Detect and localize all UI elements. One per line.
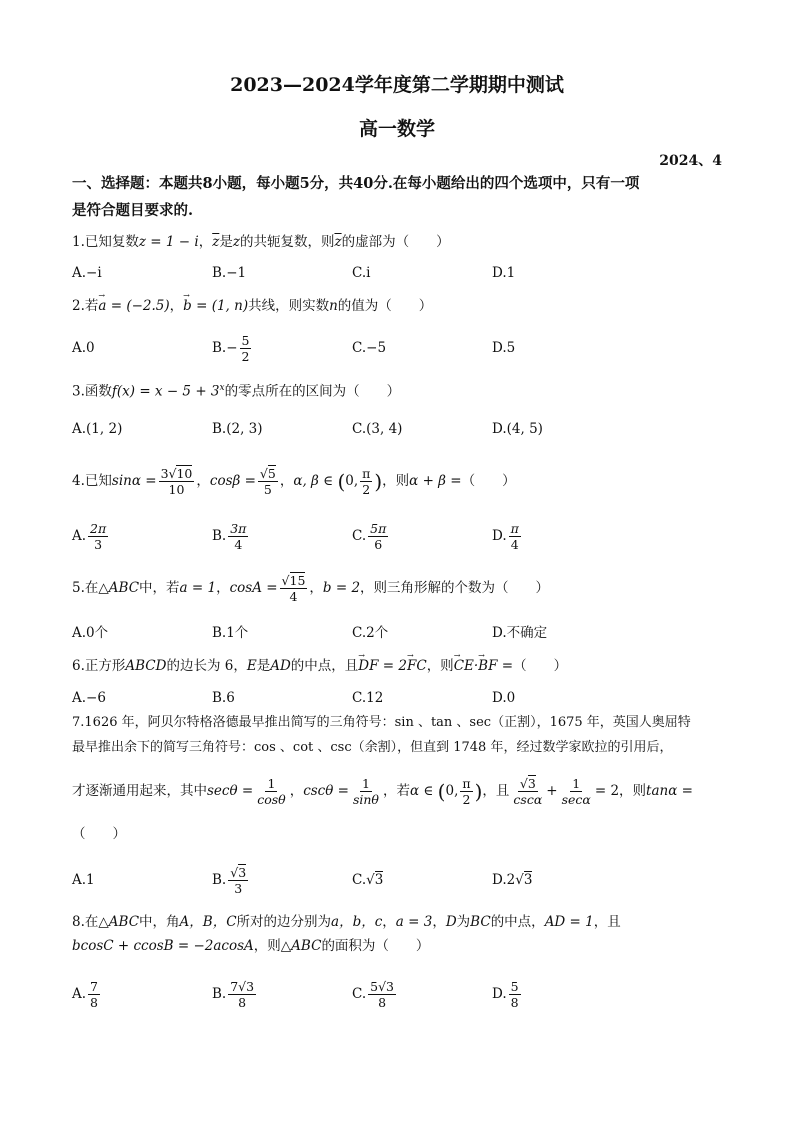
option-b[interactable]: B.− $\frac{5}{2}$ — [212, 332, 250, 364]
option-d[interactable]: D.0 — [492, 690, 516, 706]
question-3-options — [72, 410, 732, 448]
option-b[interactable]: B.−1 — [212, 265, 247, 281]
option-c[interactable]: C. $\frac{5√3}{8}$ — [352, 978, 395, 1010]
option-b[interactable]: B. $\frac{3\pi}{4}$ — [212, 520, 247, 552]
option-c[interactable]: C.−5 — [352, 340, 387, 356]
section-heading: 一、选择题：本题共8小题，每小题5分，共40分.在每小题给出的四个选项中，只有一项 是符合题目要求的. — [72, 175, 640, 219]
option-b[interactable]: B.(2, 3) — [212, 421, 263, 437]
question-7-line-1: 7.1626 年，阿贝尔特格洛德最早推出简写的三角符号：sin 、tan 、sec（正割），1675 年，英国人奥屈特 — [72, 715, 691, 730]
option-a[interactable]: A.−i — [72, 265, 102, 281]
option-c[interactable]: C. √3 — [352, 872, 384, 888]
exam-date: 2024、4 — [659, 153, 722, 169]
question-7-line-2: 最早推出余下的简写三角符号：cos 、cot 、csc（余割），但直到 1748 年，经过数学家欧拉的引用后， — [72, 740, 673, 755]
option-a[interactable]: A.−6 — [72, 690, 106, 706]
option-d[interactable]: D.不确定 — [492, 625, 548, 641]
option-d[interactable]: D.1 — [492, 265, 516, 281]
question-8-line-2: bcosC + ccosB = −2acosA，则△ABC的面积为（ ） — [72, 938, 430, 954]
option-d[interactable]: D. $\frac{5}{8}$ — [492, 978, 519, 1010]
option-d[interactable]: D. $\frac{\pi}{4}$ — [492, 520, 519, 552]
option-d[interactable]: D.2 √3 — [492, 872, 533, 888]
option-a[interactable]: A.0个 — [72, 625, 109, 641]
question-8-line-1: 8.在△ABC中，角A，B，C所对的边分别为a，b，c，a = 3，D为BC的中点，AD = 1，且 — [72, 914, 621, 930]
option-c[interactable]: C.i — [352, 265, 371, 281]
exam-title: 2023—2024学年度第二学期期中测试 — [230, 74, 564, 96]
exam-subject: 高一数学 — [358, 118, 435, 140]
question-8-options — [72, 972, 732, 1016]
option-d[interactable]: D.(4, 5) — [492, 421, 543, 437]
option-c[interactable]: C. $\frac{5\pi}{6}$ — [352, 520, 387, 552]
question-3: 3.函数$f(x) = x - 5 + 3^x$的零点所在的区间为（ ） — [72, 383, 401, 400]
question-7-paren: （ ） — [72, 826, 126, 842]
question-5-options — [72, 616, 732, 646]
option-b[interactable]: B. $\frac{7√3}{8}$ — [212, 978, 255, 1010]
option-c[interactable]: C.12 — [352, 690, 384, 706]
question-7-options — [72, 858, 732, 902]
question-7-line-3: 才逐渐通用起来，其中secθ = $\frac{1}{\cos\theta}$ ，cscθ = $\frac{1}{\sin\theta}$ ，若α ∈ (0, $\frac{\pi}{2}$ )，且 $\frac{√3}{\csc\alpha}$ + $\frac{1}{\sec\alpha}$ = 2，则tanα = — [72, 776, 693, 807]
option-a[interactable]: A. $\frac{2\pi}{3}$ — [72, 520, 107, 552]
option-d[interactable]: D.5 — [492, 340, 516, 356]
option-b[interactable]: B.1个 — [212, 625, 249, 641]
question-1: 1.已知复数z = 1 − i，$\overline{z}$是z的共轭复数，则$\overline{z}$的虚部为（ ） — [72, 234, 450, 250]
option-c[interactable]: C.(3, 4) — [352, 421, 403, 437]
option-a[interactable]: A.0 — [72, 340, 95, 356]
question-5: 5.在△ABC中，若a = 1，cosA = $\frac{√15}{4}$ ，b = 2，则三角形解的个数为（ ） — [72, 573, 550, 604]
option-a[interactable]: A.1 — [72, 872, 95, 888]
question-4: 4.已知sinα = $\frac{3√10}{10}$ ，cosβ = $\frac{√5}{5}$ ，α, β ∈ (0, $\frac{\pi}{2}$ )，则α + β =（ ） — [72, 466, 516, 497]
option-a[interactable]: A.(1, 2) — [72, 421, 123, 437]
option-a[interactable]: A. $\frac{7}{8}$ — [72, 978, 98, 1010]
question-6: 6.正方形ABCD的边长为 6，E是AD的中点，且→ DF = 2→ FC，则→ CE·→ BF =（ ） — [72, 655, 732, 677]
question-1-options — [72, 254, 732, 292]
option-b[interactable]: B. $\frac{√3}{3}$ — [212, 864, 247, 896]
question-6-options — [72, 684, 732, 712]
option-b[interactable]: B.6 — [212, 690, 235, 706]
option-c[interactable]: C.2个 — [352, 625, 389, 641]
question-2-options — [72, 326, 732, 370]
question-4-options — [72, 514, 732, 558]
question-2: 2.若→ a = (−2.5)，→ b = (1, n)共线，则实数n的值为（ ） — [72, 295, 732, 317]
